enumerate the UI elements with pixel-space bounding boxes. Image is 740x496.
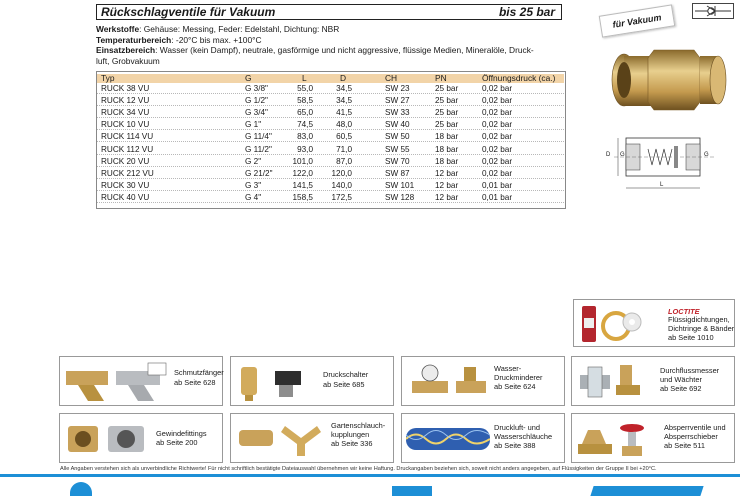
gewindefittings-card[interactable] [59,413,223,463]
fittings-photo [64,418,152,460]
cell-typ: RUCK 38 VU [101,84,150,93]
footer-mark-icon [392,486,432,496]
spec-line-application-cont: luft, Grobvakuum [96,55,160,66]
cell-typ: RUCK 20 VU [101,156,150,166]
cell-g: G 21/2" [245,168,273,178]
druckluft-line1: Druckluft- und [494,423,541,432]
cell-l: 122,0 [292,168,313,178]
cell-ch: SW 128 [385,192,415,202]
cell-oeffnungsdruck: 0,01 bar [482,180,513,190]
cell-d: 71,0 [336,144,352,154]
loctite-card[interactable] [573,299,735,347]
schmutz-line1: Schmutzfänger [174,368,224,377]
cell-g: G 3/8" [245,84,268,93]
col-l: L [302,73,307,83]
cell-typ: RUCK 112 VU [101,144,154,154]
schmutzfaenger-card[interactable] [59,356,223,406]
cell-pn: 25 bar [435,120,459,130]
cell-g: G 11/4" [245,132,272,142]
hose-photo [406,418,490,460]
technical-drawing [604,130,732,196]
cell-typ: RUCK 114 VU [101,132,154,142]
drawing-label-g-right: G [704,152,709,158]
cell-ch: SW 101 [385,180,415,190]
shutoff-valve-photo [576,418,664,460]
loctite-line3: ab Seite 1010 [668,333,714,342]
table-row [97,84,564,94]
drawing-label-d: D [606,152,611,158]
cell-ch: SW 70 [385,156,410,166]
wasser-line2: Druckminderer [494,373,543,382]
table-row [97,108,564,118]
durchflussmesser-card[interactable] [571,356,735,406]
page-title: Rückschlagventile für Vakuum [101,5,276,19]
valve-photo [608,36,730,126]
cell-pn: 25 bar [435,96,459,106]
col-pn: PN [435,73,447,83]
druckschalter-card[interactable] [230,356,394,406]
cell-d: 41,5 [336,108,352,118]
cell-oeffnungsdruck: 0,02 bar [482,168,513,178]
table-row [97,132,564,142]
cell-oeffnungsdruck: 0,02 bar [482,84,513,93]
table-row [97,96,564,106]
cell-g: G 3/4" [245,108,268,118]
footer-rule [0,474,740,477]
cell-d: 60,5 [336,132,352,142]
vakuum-tag: für Vakuum [599,4,676,37]
cell-oeffnungsdruck: 0,01 bar [482,192,513,202]
cell-pn: 12 bar [435,180,459,190]
col-oeffnungsdruck: Öffnungsdruck (ca.) [482,73,556,83]
loctite-line2: Dichtringe & Bänder [668,324,735,333]
cell-ch: SW 23 [385,84,410,93]
loctite-brand: LOCTITE [668,307,700,316]
cell-l: 93,0 [297,144,313,154]
check-valve-symbol-icon [692,3,734,19]
cell-typ: RUCK 10 VU [101,120,150,130]
pressure-reducer-photo [406,361,490,403]
table-row [97,157,564,167]
cell-l: 83,0 [297,132,313,142]
table-row [97,169,564,179]
col-g: G [245,73,252,83]
cell-pn: 12 bar [435,192,459,202]
spec-line-materials: Werkstoffe: Gehäuse: Messing, Feder: Edelstahl, Dichtung: NBR [96,24,340,34]
cell-l: 141,5 [292,180,313,190]
cell-d: 48,0 [336,120,352,130]
cell-d: 34,5 [336,96,352,106]
drawing-label-g-left: G [620,152,625,158]
spec-line-temperature: Temperaturbereich: -20°C bis max. +100°C [96,34,262,45]
wasser-druckminderer-card[interactable] [401,356,565,406]
cell-g: G 11/2" [245,144,272,154]
cell-pn: 18 bar [435,132,459,142]
cell-l: 101,0 [292,156,313,166]
cell-pn: 12 bar [435,168,459,178]
wasser-line3: ab Seite 624 [494,382,536,391]
cell-ch: SW 33 [385,108,410,118]
absperr-line3: ab Seite 511 [664,441,705,450]
cell-oeffnungsdruck: 0,02 bar [482,132,513,142]
cell-l: 74,5 [297,120,313,130]
cell-l: 55,0 [297,84,313,93]
cell-g: G 2" [245,156,262,166]
cell-l: 65,0 [297,108,313,118]
cell-ch: SW 87 [385,168,410,178]
gartenschlauch-card[interactable] [230,413,394,463]
cell-oeffnungsdruck: 0,02 bar [482,156,513,166]
cell-typ: RUCK 212 VU [101,168,154,178]
table-row [97,120,564,130]
cell-oeffnungsdruck: 0,02 bar [482,144,513,154]
cell-oeffnungsdruck: 0,02 bar [482,108,513,118]
druckschalter-line1: Druckschalter [323,370,369,379]
druckschalter-line2: ab Seite 685 [323,380,365,389]
cell-l: 158,5 [292,192,313,202]
spec-line-application: Einsatzbereich: Wasser (kein Dampf), neutrale, gasförmige und nicht aggressive, flüssige Medien, Mineralöle, Druck- [96,45,534,55]
absperrventile-card[interactable] [571,413,735,463]
cell-d: 87,0 [336,156,352,166]
cell-ch: SW 55 [385,144,410,154]
cell-ch: SW 27 [385,96,410,106]
cell-typ: RUCK 34 VU [101,108,150,118]
cell-pn: 18 bar [435,144,459,154]
druckluft-line2: Wasserschläuche [494,432,553,441]
druckluft-line3: ab Seite 388 [494,441,536,450]
strainer-photo [64,361,168,403]
durchfluss-line2: und Wächter [660,375,702,384]
col-d: D [340,73,347,83]
cell-g: G 1/2" [245,96,268,106]
cell-typ: RUCK 12 VU [101,96,150,106]
col-ch: CH [385,73,398,83]
absperr-line1: Absperrventile und [664,423,726,432]
cell-d: 34,5 [336,84,352,93]
gewinde-line2: ab Seite 200 [156,438,198,447]
cell-oeffnungsdruck: 0,02 bar [482,120,513,130]
table-row [97,145,564,155]
cell-g: G 4" [245,192,262,202]
durchfluss-line3: ab Seite 692 [660,384,702,393]
garten-line2: kupplungen [331,430,370,439]
footer-logo-icon [70,482,92,496]
title-bar [96,4,562,20]
cell-d: 140,0 [331,180,352,190]
footer-brand-icon [590,486,703,496]
schmutz-line2: ab Seite 628 [174,378,216,387]
garten-line1: Gartenschlauch- [331,421,386,430]
loctite-line1: Flüssigdichtungen, [668,315,730,324]
cell-oeffnungsdruck: 0,02 bar [482,96,513,106]
table-row [97,193,564,203]
cell-typ: RUCK 30 VU [101,180,150,190]
absperr-line2: Absperrschieber [664,432,718,441]
cell-pn: 25 bar [435,108,459,118]
col-typ: Typ [101,73,115,83]
cell-pn: 18 bar [435,156,459,166]
footer-disclaimer: Alle Angaben verstehen sich als unverbindliche Richtwerte! Für nicht schriftlich bestätigte Dateiauswahl übernehmen wir keine Haftung. Druckangaben beziehen sich, soweit nicht anders angegeben, auf Flüssigkeiten der Gruppe II bei +20°C. [60,466,657,472]
wasser-line1: Wasser- [494,364,522,373]
flow-meter-photo [576,361,656,403]
table-row [97,181,564,191]
garten-line3: ab Seite 336 [331,439,373,448]
cell-typ: RUCK 40 VU [101,192,150,202]
cell-ch: SW 40 [385,120,410,130]
cell-pn: 25 bar [435,84,459,93]
gewinde-line1: Gewindefittings [156,429,207,438]
cell-g: G 3" [245,180,262,190]
pressure-switch-photo [235,361,319,403]
hose-coupling-photo [235,418,327,460]
loctite-products-icon [580,304,644,344]
drawing-label-l: L [660,182,664,188]
cell-d: 172,5 [331,192,352,202]
cell-ch: SW 50 [385,132,410,142]
durchfluss-line1: Durchflussmesser [660,366,720,375]
cell-l: 58,5 [297,96,313,106]
cell-g: G 1" [245,120,262,130]
schlaeuche-card[interactable] [401,413,565,463]
cell-d: 120,0 [331,168,352,178]
pressure-range: bis 25 bar [498,5,555,19]
